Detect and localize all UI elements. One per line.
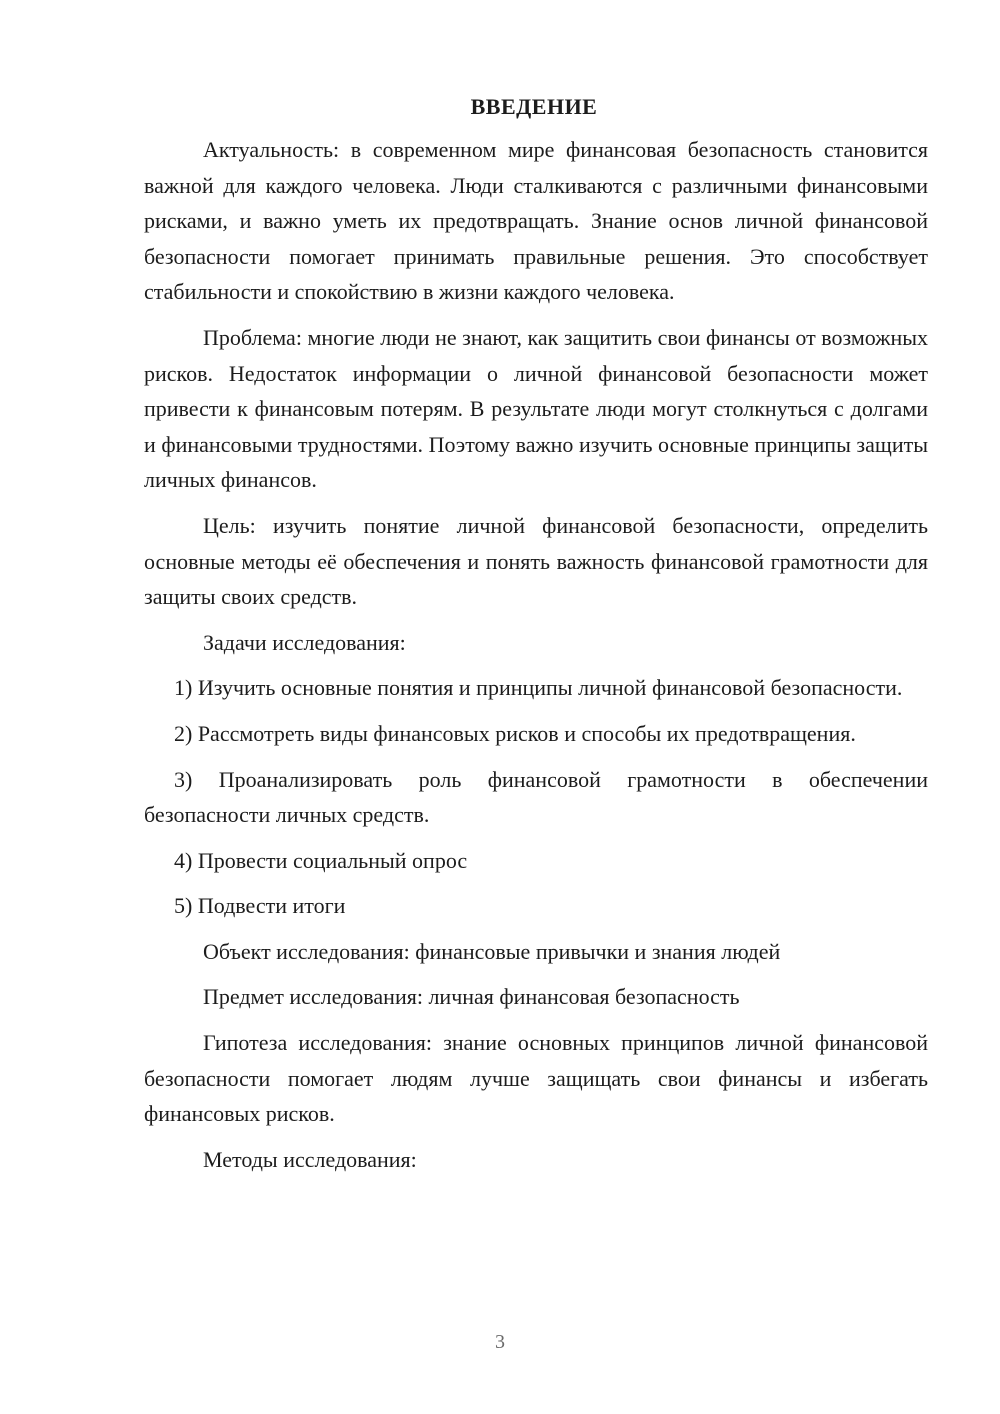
document-page — [144, 92, 928, 1177]
tasks-title: Задачи исследования: — [203, 629, 406, 655]
task-item-3: 3) Проанализировать роль финансовой грамотности в обеспечении безопасности личных средств. — [144, 766, 928, 828]
task-item-4: 4) Провести социальный опрос — [174, 847, 468, 873]
paragraph-object: Объект исследования: финансовые привычки и знания людей — [203, 938, 781, 964]
methods-title: Методы исследования: — [203, 1146, 417, 1172]
paragraph-problem: Проблема: многие люди не знают, как защитить свои финансы от возможных рисков. Недостаток информации о личной финансовой безопасности может привести к финансовым потерям. В результате люди могут столкнуться с долгами и финансовыми трудностями. Поэтому важно изучить основные принципы защиты личных финансов. — [144, 324, 928, 493]
section-heading: ВВЕДЕНИЕ — [470, 94, 598, 119]
page-number: 3 — [495, 1331, 505, 1353]
task-item-5: 5) Подвести итоги — [174, 893, 346, 919]
paragraph-subject: Предмет исследования: личная финансовая безопасность — [203, 984, 740, 1010]
paragraph-goal: Цель: изучить понятие личной финансовой безопасности, определить основные методы её обеспечения и понять важность финансовой грамотности для защиты своих средств. — [144, 512, 928, 610]
task-item-2: 2) Рассмотреть виды финансовых рисков и способы их предотвращения. — [174, 720, 856, 746]
paragraph-relevance: Актуальность: в современном мире финансовая безопасность становится важной для каждого человека. Люди сталкиваются с различными финансовыми рисками, и важно уметь их предотвращать. Знание основ личной финансовой безопасности помогает принимать правильные решения. Это способствует стабильности и спокойствию в жизни каждого человека. — [144, 137, 928, 305]
paragraph-hypothesis: Гипотеза исследования: знание основных принципов личной финансовой безопасности помогает людям лучше защищать свои финансы и избегать финансовых рисков. — [144, 1030, 928, 1127]
task-item-1: 1) Изучить основные понятия и принципы личной финансовой безопасности. — [174, 675, 903, 701]
